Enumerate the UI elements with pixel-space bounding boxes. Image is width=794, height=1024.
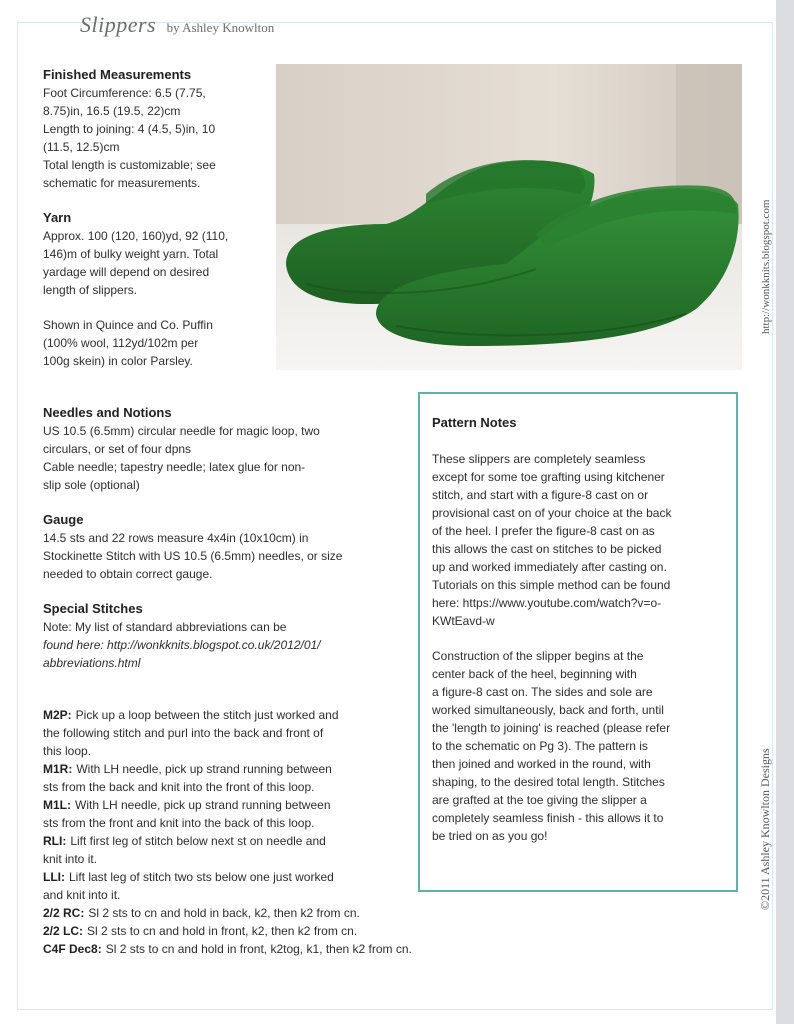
- stitch-desc-cont: sts from the front and knit into the back of this loop.: [43, 816, 315, 830]
- stitch-desc: Sl 2 sts to cn and hold in back, k2, then k2 from cn.: [88, 906, 360, 920]
- finished-line: (11.5, 12.5)cm: [43, 140, 120, 154]
- pattern-title: Slippers: [80, 12, 157, 37]
- gauge-line: needed to obtain correct gauge.: [43, 567, 213, 581]
- yarn-line: yardage will depend on desired: [43, 265, 210, 279]
- notes-line: of the heel. I prefer the figure-8 cast on as: [432, 524, 655, 538]
- needles-line: US 10.5 (6.5mm) circular needle for magic loop, two: [43, 424, 320, 438]
- stitch-desc-cont: and knit into it.: [43, 888, 121, 902]
- gauge-heading: Gauge: [43, 512, 84, 527]
- stitch-desc: With LH needle, pick up strand running between: [76, 762, 332, 776]
- notes-line: shaping, to the desired total length. Stitches: [432, 775, 665, 789]
- stitch-item: [43, 904, 513, 922]
- needles-line: slip sole (optional): [43, 478, 140, 492]
- byline: by Ashley Knowlton: [166, 20, 275, 35]
- finished-line: schematic for measurements.: [43, 176, 201, 190]
- notes-line: a figure-8 cast on. The sides and sole are: [432, 685, 653, 699]
- stitch-abbr: M2P:: [43, 708, 72, 722]
- notes-line: to the schematic on Pg 3). The pattern is: [432, 739, 648, 753]
- notes-line: These slippers are completely seamless: [432, 452, 646, 466]
- abbreviations-link[interactable]: found here: http://wonkknits.blogspot.co.uk/2012/01/: [43, 638, 321, 652]
- yarn-shown-line: Shown in Quince and Co. Puffin: [43, 318, 213, 332]
- stitch-desc-cont: the following stitch and purl into the back and front of: [43, 726, 324, 740]
- stitch-abbr: M1R:: [43, 762, 73, 776]
- notes-line: this allows the cast on stitches to be picked: [432, 542, 662, 556]
- stitch-abbr: LLI:: [43, 870, 65, 884]
- yarn-shown-line: (100% wool, 112yd/102m per: [43, 336, 199, 350]
- notes-line: center back of the heel, beginning with: [432, 667, 637, 681]
- stitch-desc: Lift first leg of stitch below next st on needle and: [70, 834, 326, 848]
- stitch-abbr: 2/2 RC:: [43, 906, 85, 920]
- notes-line: up and worked immediately after casting on.: [432, 560, 667, 574]
- stitch-desc: Pick up a loop between the stitch just worked and: [75, 708, 339, 722]
- finished-line: Total length is customizable; see: [43, 158, 216, 172]
- stitch-desc-cont: knit into it.: [43, 852, 98, 866]
- notes-line: Construction of the slipper begins at the: [432, 649, 644, 663]
- needles-line: Cable needle; tapestry needle; latex glue for non-: [43, 460, 306, 474]
- gauge-line: 14.5 sts and 22 rows measure 4x4in (10x10cm) in: [43, 531, 309, 545]
- yarn-shown-line: 100g skein) in color Parsley.: [43, 354, 193, 368]
- stitch-abbr: C4F Dec8:: [43, 942, 102, 956]
- finished-line: Length to joining: 4 (4.5, 5)in, 10: [43, 122, 216, 136]
- finished-line: 8.75)in, 16.5 (19.5, 22)cm: [43, 104, 181, 118]
- gauge-line: Stockinette Stitch with US 10.5 (6.5mm) needles, or size: [43, 549, 343, 563]
- stitch-abbr: M1L:: [43, 798, 71, 812]
- stitch-item: [43, 940, 513, 958]
- yarn-line: Approx. 100 (120, 160)yd, 92 (110,: [43, 229, 229, 243]
- pattern-notes-box: [418, 392, 738, 892]
- abbreviations-link[interactable]: abbreviations.html: [43, 656, 141, 670]
- notes-line: completely seamless finish - this allows it to: [432, 811, 664, 825]
- notes-line: provisional cast on of your choice at the back: [432, 506, 672, 520]
- needles-heading: Needles and Notions: [43, 405, 172, 420]
- notes-line: then joined and worked in the round, with: [432, 757, 651, 771]
- notes-line: stitch, and start with a figure-8 cast on or: [432, 488, 649, 502]
- side-url[interactable]: http://wonkknits.blogspot.com: [760, 199, 772, 334]
- notes-line: except for some toe grafting using kitchener: [432, 470, 665, 484]
- page-edge: [776, 0, 794, 1024]
- stitch-desc: Sl 2 sts to cn and hold in front, k2, then k2 from cn.: [87, 924, 358, 938]
- left-column-middle: [43, 404, 413, 672]
- notes-line: are grafted at the toe giving the slipper a: [432, 793, 647, 807]
- stitch-abbr: 2/2 LC:: [43, 924, 84, 938]
- stitch-desc: With LH needle, pick up strand running between: [75, 798, 331, 812]
- needles-line: circulars, or set of four dpns: [43, 442, 192, 456]
- notes-line: be tried on as you go!: [432, 829, 548, 843]
- stitch-abbr: RLI:: [43, 834, 67, 848]
- header: [80, 12, 274, 38]
- notes-line: Tutorials on this simple method can be found: [432, 578, 671, 592]
- stitch-desc-cont: this loop.: [43, 744, 92, 758]
- stitch-desc: Sl 2 sts to cn and hold in front, k2tog, k1, then k2 from cn.: [105, 942, 412, 956]
- notes-line: the 'length to joining' is reached (please refer: [432, 721, 671, 735]
- slippers-photo: [276, 64, 742, 370]
- left-column-top: [43, 66, 275, 370]
- pattern-notes-heading: Pattern Notes: [432, 415, 517, 430]
- tutorial-link[interactable]: here: https://www.youtube.com/watch?v=o-: [432, 596, 662, 610]
- yarn-heading: Yarn: [43, 210, 72, 225]
- finished-measurements-heading: Finished Measurements: [43, 67, 192, 82]
- stitch-desc: Lift last leg of stitch two sts below one just worked: [69, 870, 334, 884]
- stitch-item: [43, 922, 513, 940]
- notes-line: worked simultaneously, back and forth, until: [432, 703, 664, 717]
- stitch-desc-cont: sts from the back and knit into the front of this loop.: [43, 780, 315, 794]
- side-copyright: ©2011 Ashley Knowlton Designs: [758, 748, 772, 910]
- finished-line: Foot Circumference: 6.5 (7.75,: [43, 86, 206, 100]
- yarn-line: 146)m of bulky weight yarn. Total: [43, 247, 219, 261]
- yarn-line: length of slippers.: [43, 283, 138, 297]
- special-stitches-heading: Special Stitches: [43, 601, 143, 616]
- special-note-line: Note: My list of standard abbreviations can be: [43, 620, 287, 634]
- tutorial-link[interactable]: KWtEavd-w: [432, 614, 495, 628]
